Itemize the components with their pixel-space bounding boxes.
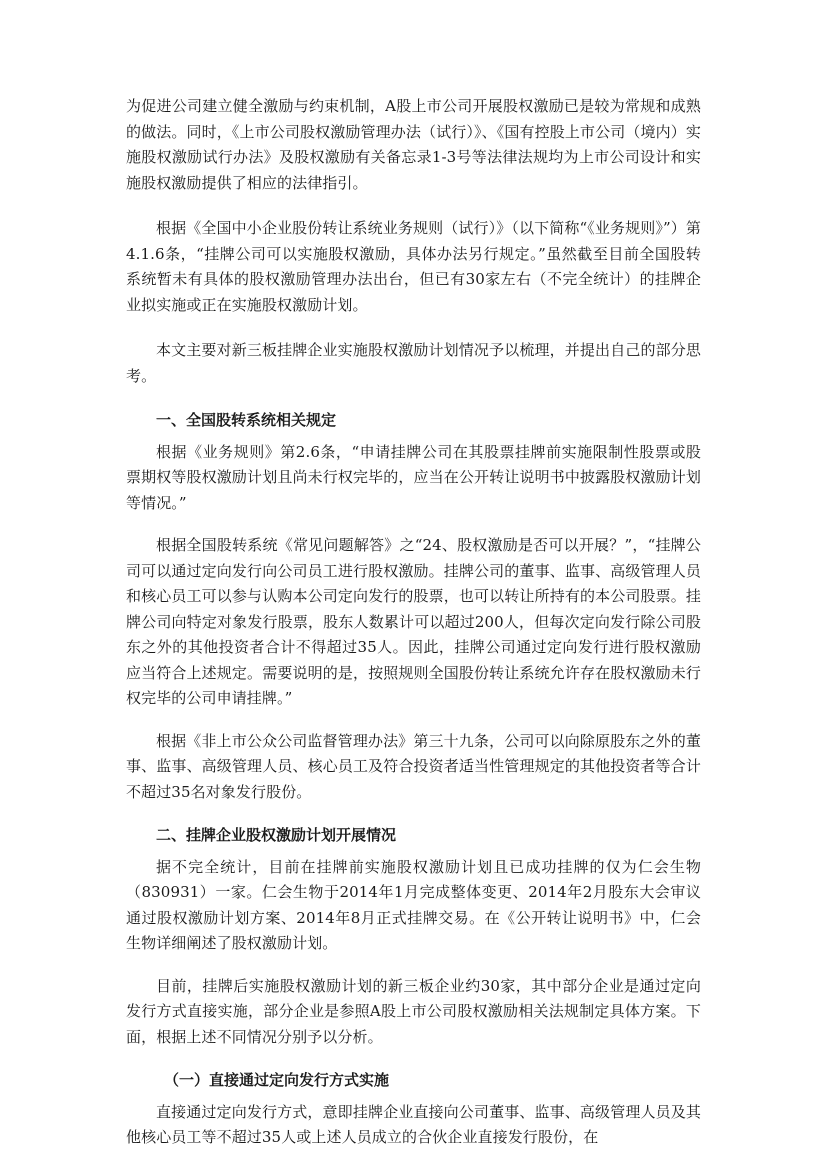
section1-paragraph-1: 根据《业务规则》第2.6条，“申请挂牌公司在其股票挂牌前实施限制性股票或股票期权等股权激励计划且尚未行权完毕的，应当在公开转让说明书中披露股权激励计划等情况。”	[126, 442, 701, 512]
section-heading-1: 一、全国股转系统相关规定	[156, 411, 337, 429]
section1-paragraph-2: 根据全国股转系统《常见问题解答》之“24、股权激励是否可以开展？”，“挂牌公司可以通过定向发行向公司员工进行股权激励。挂牌公司的董事、监事、高级管理人员和核心员工可以参与认购本公司定向发行的股票，也可以转让所持有的本公司股票。挂牌公司向特定对象发行股票，股东人数累计可以超过200人，但每次定向发行除公司股东之外的其他投资者合计不得超过35人。因此，挂牌公司通过定向发行进行股权激励应当符合上述规定。需要说明的是，按照规则全国股份转让系统允许存在股权激励未行权完毕的公司申请挂牌。”	[126, 536, 701, 707]
section2-paragraph-2: 目前，挂牌后实施股权激励计划的新三板企业约30家，其中部分企业是通过定向发行方式直接实施，部分企业是参照A股上市公司股权激励相关法规制定具体方案。下面，根据上述不同情况分别予以分析。	[126, 976, 701, 1046]
section-heading-2: 二、挂牌企业股权激励计划开展情况	[156, 826, 397, 844]
section1-paragraph-3: 根据《非上市公众公司监督管理办法》第三十九条，公司可以向除原股东之外的董事、监事、高级管理人员、核心员工及符合投资者适当性管理规定的其他投资者等合计不超过35名对象发行股份。	[126, 731, 701, 801]
intro-paragraph: 为促进公司建立健全激励与约束机制，A股上市公司开展股权激励已是较为常规和成熟的做法。同时，《上市公司股权激励管理办法（试行）》、《国有控股上市公司（境内）实施股权激励试行办法》及股权激励有关备忘录1-3号等法律法规均为上市公司设计和实施股权激励提供了相应的法律指引。	[126, 97, 701, 192]
article-scope-paragraph: 本文主要对新三板挂牌企业实施股权激励计划情况予以梳理，并提出自己的部分思考。	[126, 341, 701, 385]
section2-paragraph-3: 直接通过定向发行方式，意即挂牌企业直接向公司董事、监事、高级管理人员及其他核心员工等不超过35人或上述人员成立的合伙企业直接发行股份，在	[126, 1102, 701, 1146]
section2-paragraph-1: 据不完全统计，目前在挂牌前实施股权激励计划且已成功挂牌的仅为仁会生物（830931）一家。仁会生物于2014年1月完成整体变更、2014年2月股东大会审议通过股权激励计划方案、2014年8月正式挂牌交易。在《公开转让说明书》中，仁会生物详细阐述了股权激励计划。	[126, 857, 701, 952]
subsection-heading-1: （一）直接通过定向发行方式实施	[164, 1071, 390, 1089]
business-rules-paragraph: 根据《全国中小企业股份转让系统业务规则（试行）》（以下简称“《业务规则》”）第4.1.6条，“挂牌公司可以实施股权激励，具体办法另行规定。”虽然截至目前全国股转系统暂未有具体的股权激励管理办法出台，但已有30家左右（不完全统计）的挂牌企业拟实施或正在实施股权激励计划。	[126, 219, 701, 314]
